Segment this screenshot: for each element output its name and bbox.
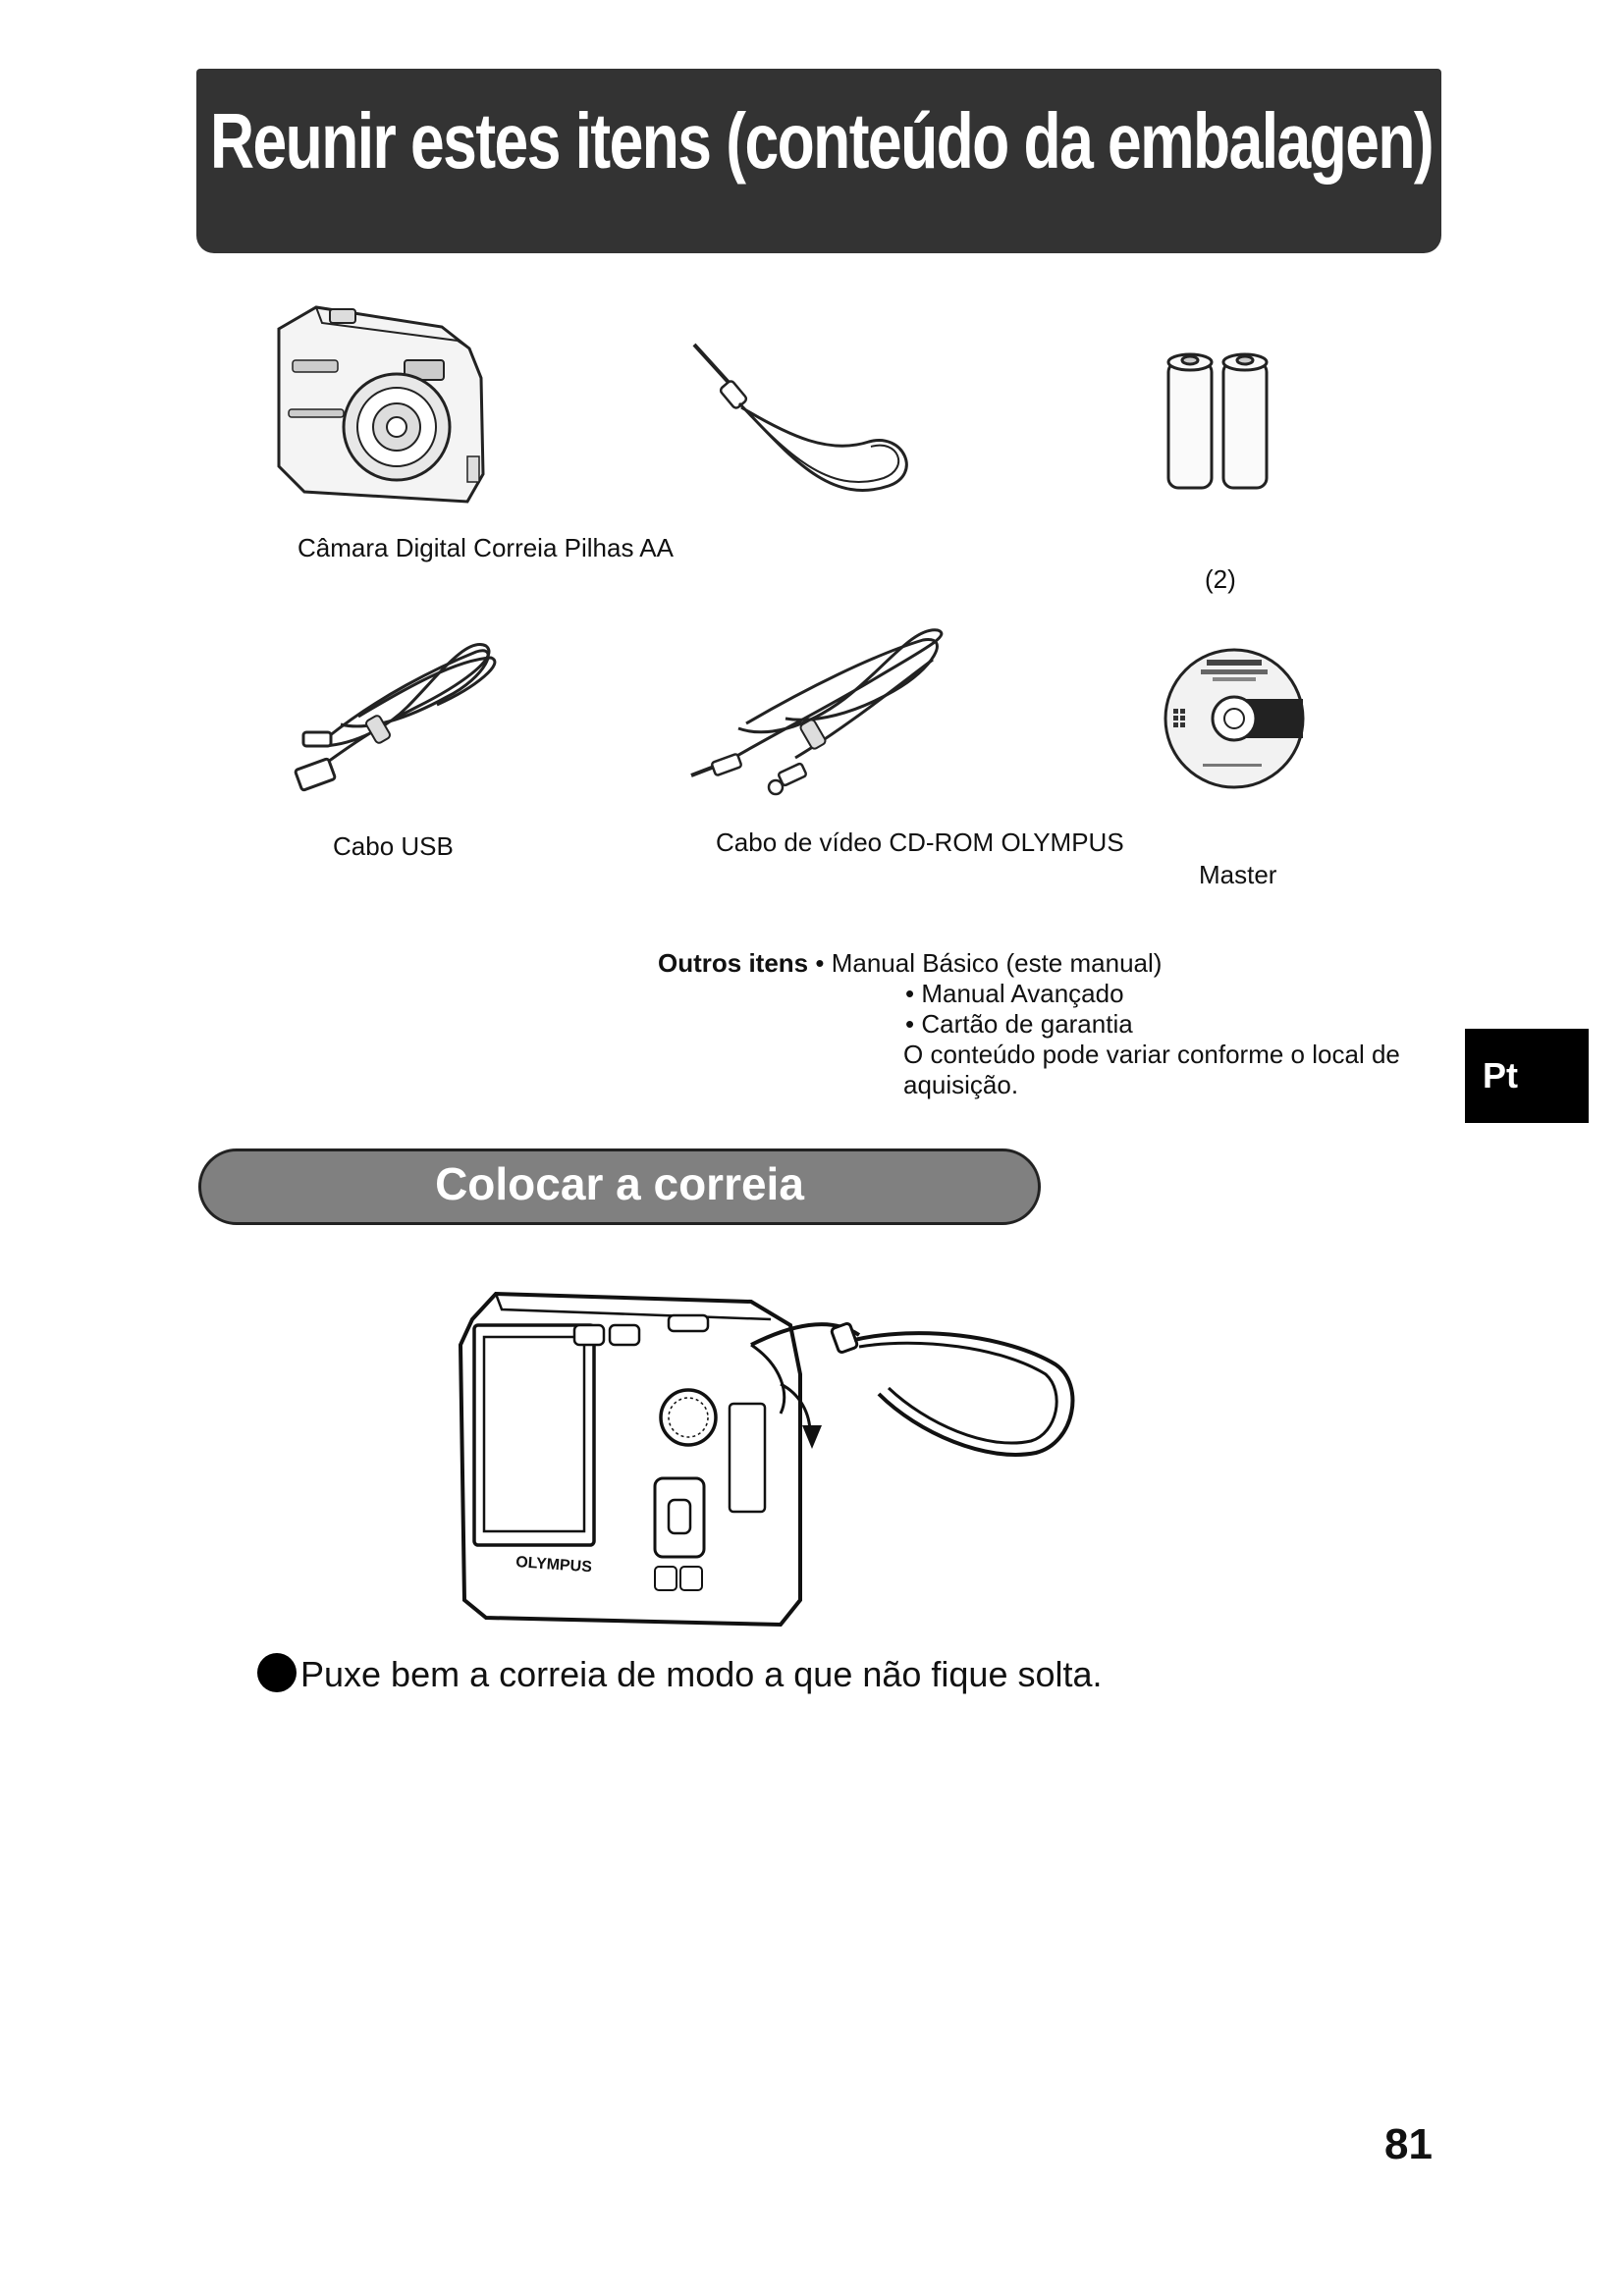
usb-cable-illustration (290, 638, 511, 795)
others-item: • Manual Avançado (905, 979, 1124, 1008)
camera-brand-label: OLYMPUS (514, 1554, 593, 1576)
cd-caption: Master (1199, 860, 1277, 889)
usb-cable-caption: Cabo USB (333, 831, 454, 861)
video-cable-illustration (687, 630, 957, 802)
bullet-icon (257, 1653, 297, 1692)
camera-strap-illustration (457, 1286, 1075, 1629)
others-line (658, 948, 1162, 979)
video-cable-caption: Cabo de vídeo CD-ROM OLYMPUS (716, 828, 1124, 857)
page-title: Reunir estes itens (conteúdo da embalagen) (210, 97, 1434, 185)
row1-caption: Câmara Digital Correia Pilhas AA (298, 533, 674, 562)
wrist-strap-illustration (682, 339, 918, 506)
others-list (903, 979, 1434, 1100)
instruction-text: Puxe bem a correia de modo a que não fique solta. (300, 1654, 1103, 1694)
page-number: 81 (1384, 2120, 1433, 2168)
instruction-line (257, 1653, 1103, 1696)
others-item: • Cartão de garantia (905, 1009, 1133, 1039)
others-note: O conteúdo pode variar conforme o local de aquisição. (903, 1040, 1400, 1099)
others-first-item: • Manual Básico (este manual) (815, 948, 1163, 978)
aa-batteries-illustration (1159, 348, 1276, 496)
others-label: Outros itens (658, 948, 809, 978)
section-title: Colocar a correia (435, 1158, 804, 1209)
digital-camera-illustration (265, 299, 501, 515)
language-tab: Pt (1465, 1029, 1589, 1123)
cd-rom-illustration (1164, 648, 1306, 790)
battery-count: (2) (1205, 564, 1236, 594)
